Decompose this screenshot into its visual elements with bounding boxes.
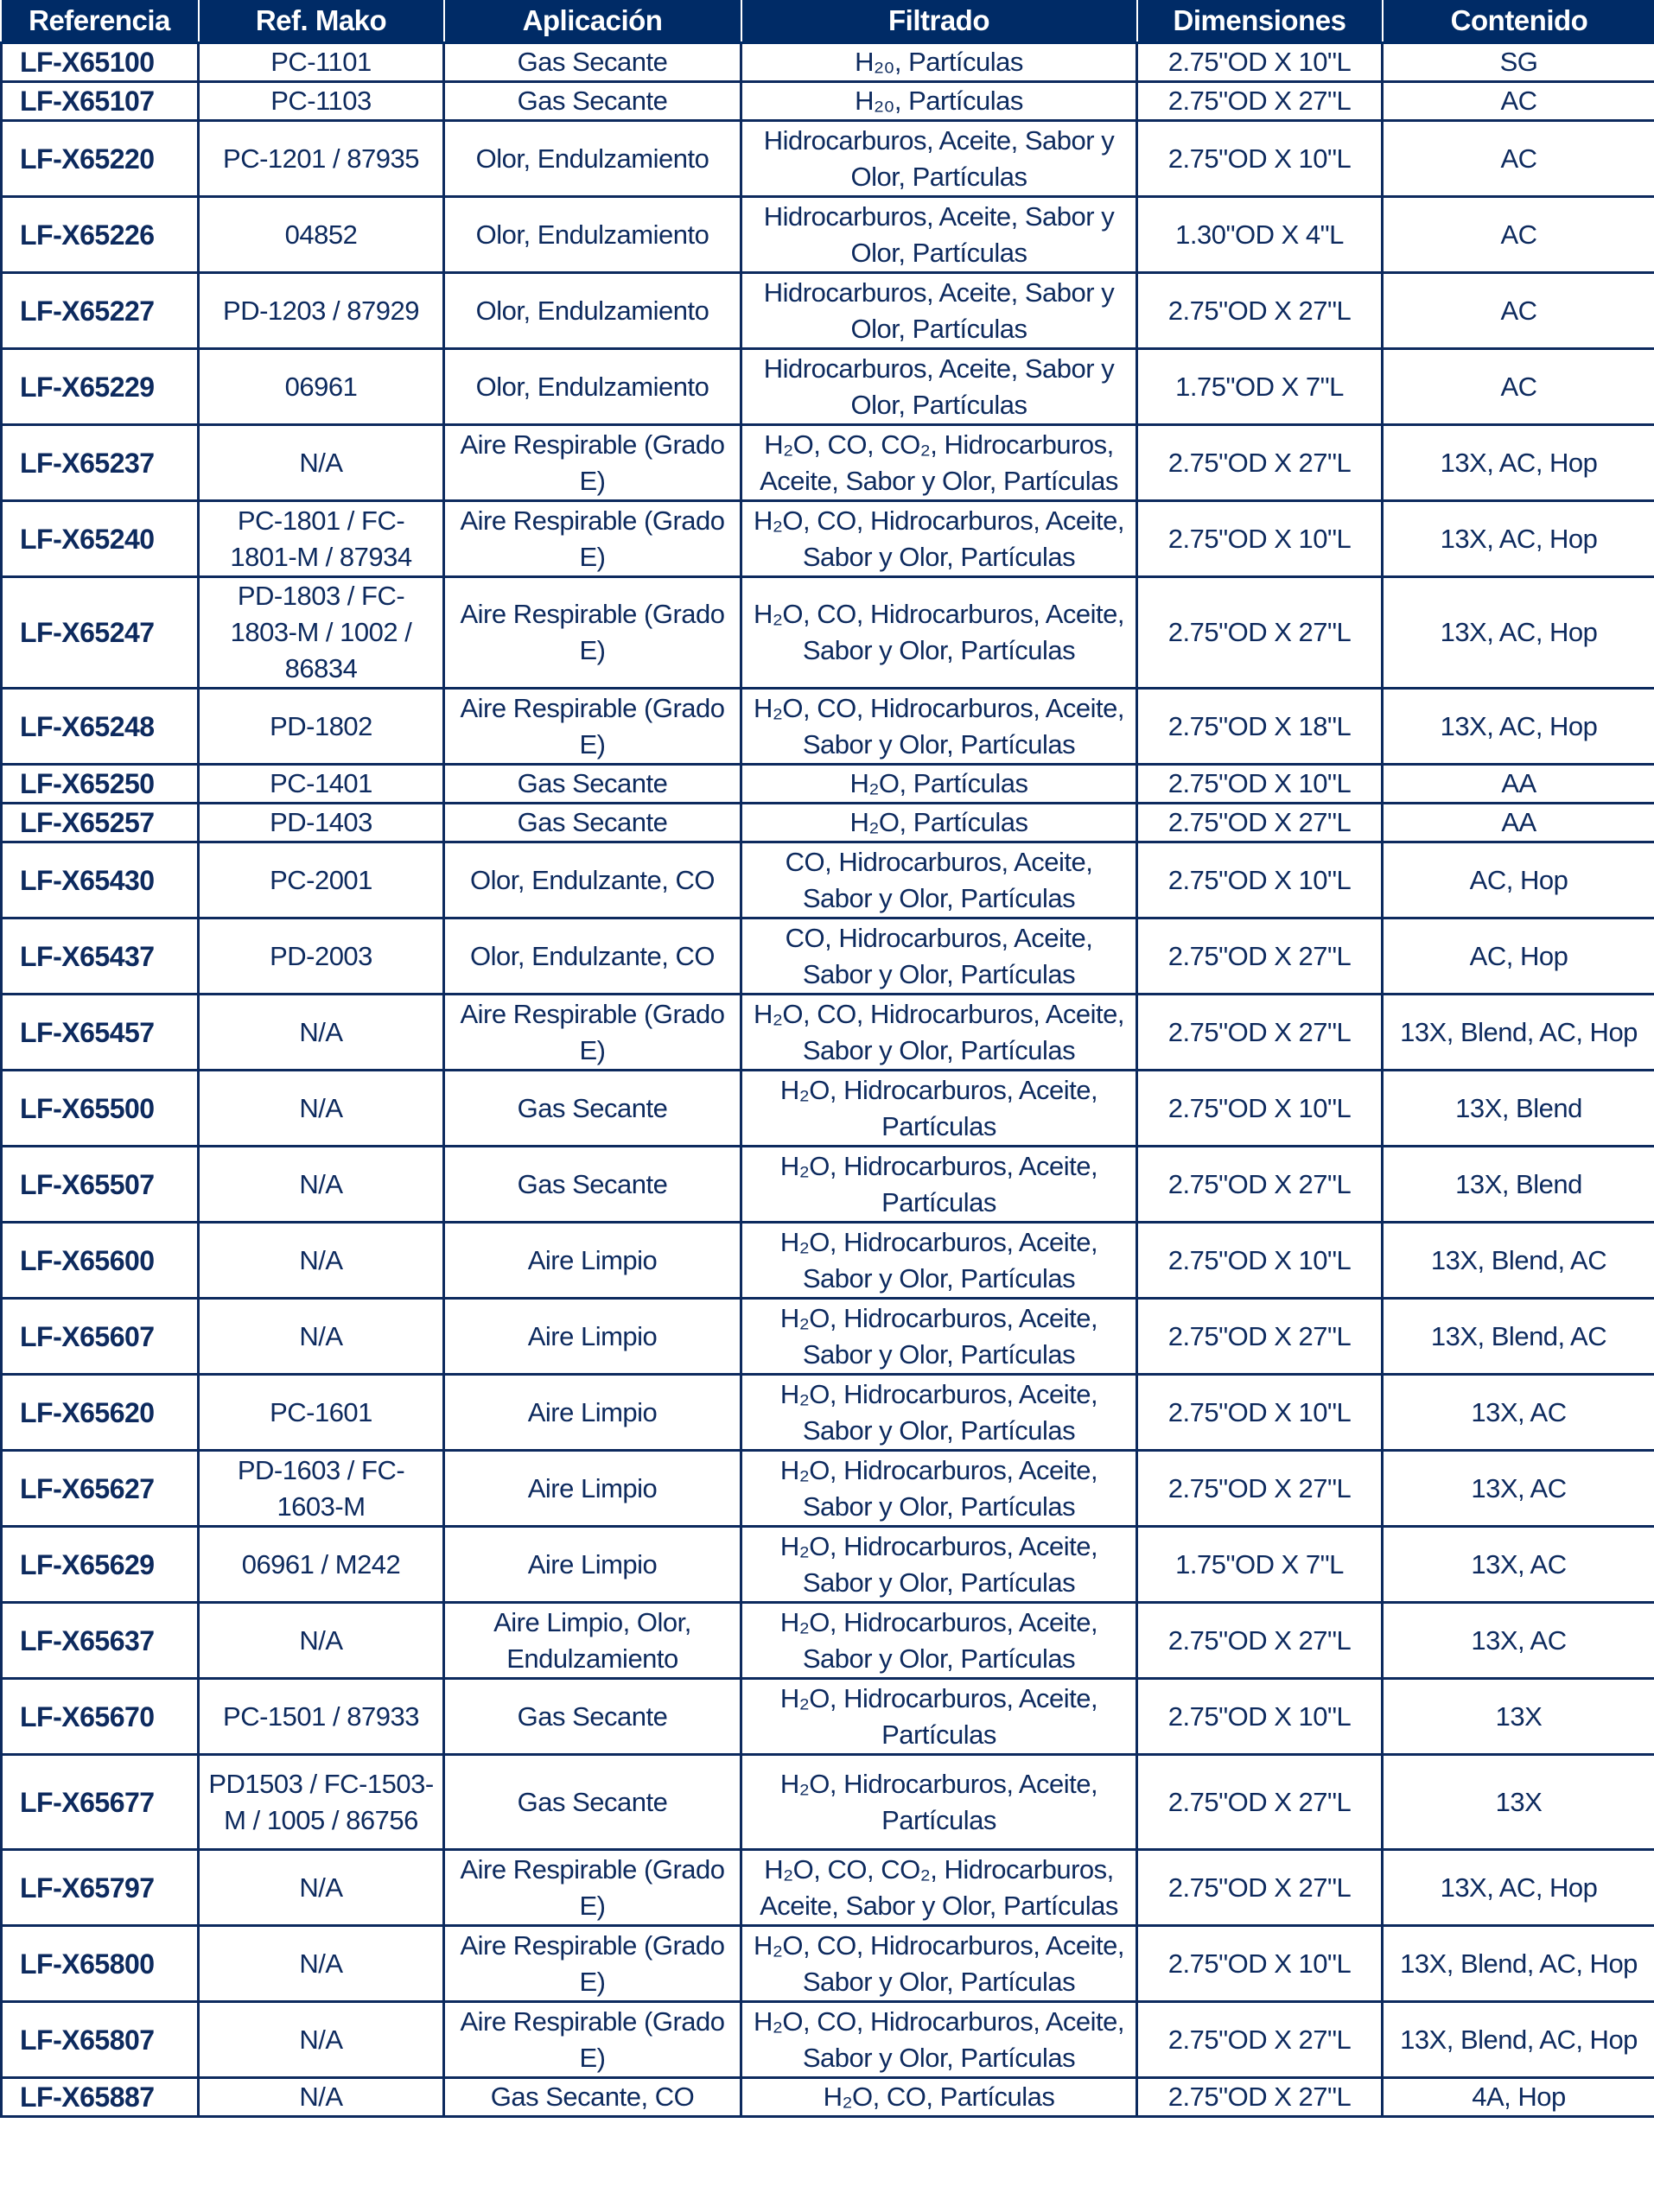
cell-aplicacion: Olor, Endulzamiento <box>444 273 741 349</box>
cell-referencia: LF-X65227 <box>2 273 199 349</box>
cell-ref-mako: N/A <box>199 1850 444 1926</box>
cell-contenido: AC <box>1383 349 1654 425</box>
cell-dimensiones: 2.75"OD X 27"L <box>1137 577 1383 689</box>
cell-dimensiones: 2.75"OD X 10"L <box>1137 43 1383 82</box>
cell-aplicacion: Gas Secante <box>444 804 741 842</box>
cell-filtrado: Hidrocarburos, Aceite, Sabor y Olor, Partículas <box>741 349 1137 425</box>
cell-contenido: 13X, Blend <box>1383 1071 1654 1147</box>
table-row <box>2 1755 1654 1850</box>
cell-referencia: LF-X65430 <box>2 842 199 918</box>
cell-contenido: 13X, Blend, AC <box>1383 1299 1654 1375</box>
cell-aplicacion: Gas Secante <box>444 82 741 121</box>
table-row <box>2 2078 1654 2117</box>
cell-dimensiones: 2.75"OD X 27"L <box>1137 1451 1383 1527</box>
cell-dimensiones: 2.75"OD X 10"L <box>1137 1223 1383 1299</box>
cell-dimensiones: 2.75"OD X 10"L <box>1137 1926 1383 2002</box>
cell-filtrado: H₂O, CO, CO₂, Hidrocarburos, Aceite, Sabor y Olor, Partículas <box>741 425 1137 501</box>
cell-aplicacion: Aire Limpio <box>444 1527 741 1603</box>
cell-referencia: LF-X65457 <box>2 995 199 1071</box>
cell-ref-mako: PD-1403 <box>199 804 444 842</box>
table-row <box>2 273 1654 349</box>
cell-aplicacion: Olor, Endulzante, CO <box>444 842 741 918</box>
cell-aplicacion: Gas Secante <box>444 43 741 82</box>
cell-aplicacion: Aire Respirable (Grado E) <box>444 2002 741 2078</box>
table-row <box>2 689 1654 765</box>
cell-ref-mako: PC-1201 / 87935 <box>199 121 444 197</box>
cell-dimensiones: 1.75"OD X 7"L <box>1137 1527 1383 1603</box>
cell-aplicacion: Aire Respirable (Grado E) <box>444 425 741 501</box>
cell-ref-mako: PD-1802 <box>199 689 444 765</box>
cell-contenido: 13X, AC, Hop <box>1383 577 1654 689</box>
cell-dimensiones: 2.75"OD X 10"L <box>1137 121 1383 197</box>
cell-referencia: LF-X65607 <box>2 1299 199 1375</box>
table-row <box>2 918 1654 995</box>
cell-dimensiones: 2.75"OD X 27"L <box>1137 425 1383 501</box>
cell-filtrado: Hidrocarburos, Aceite, Sabor y Olor, Partículas <box>741 121 1137 197</box>
cell-aplicacion: Aire Respirable (Grado E) <box>444 1850 741 1926</box>
cell-referencia: LF-X65620 <box>2 1375 199 1451</box>
cell-dimensiones: 2.75"OD X 27"L <box>1137 1603 1383 1679</box>
cell-ref-mako: PC-1103 <box>199 82 444 121</box>
cell-ref-mako: PC-2001 <box>199 842 444 918</box>
cell-filtrado: H₂O, CO, CO₂, Hidrocarburos, Aceite, Sabor y Olor, Partículas <box>741 1850 1137 1926</box>
cell-referencia: LF-X65257 <box>2 804 199 842</box>
table-row <box>2 1679 1654 1755</box>
table-row <box>2 43 1654 82</box>
cell-referencia: LF-X65240 <box>2 501 199 577</box>
cell-contenido: 13X, Blend, AC <box>1383 1223 1654 1299</box>
cell-contenido: 13X, AC <box>1383 1451 1654 1527</box>
cell-aplicacion: Aire Limpio <box>444 1375 741 1451</box>
cell-referencia: LF-X65220 <box>2 121 199 197</box>
cell-filtrado: H₂O, Hidrocarburos, Aceite, Partículas <box>741 1071 1137 1147</box>
table-row <box>2 501 1654 577</box>
cell-contenido: 13X, AC, Hop <box>1383 425 1654 501</box>
cell-contenido: 13X, AC, Hop <box>1383 501 1654 577</box>
cell-contenido: 4A, Hop <box>1383 2078 1654 2117</box>
cell-dimensiones: 2.75"OD X 27"L <box>1137 82 1383 121</box>
cell-ref-mako: N/A <box>199 1926 444 2002</box>
cell-filtrado: H₂O, Hidrocarburos, Aceite, Sabor y Olor, Partículas <box>741 1375 1137 1451</box>
cell-dimensiones: 2.75"OD X 27"L <box>1137 918 1383 995</box>
cell-referencia: LF-X65637 <box>2 1603 199 1679</box>
cell-dimensiones: 2.75"OD X 27"L <box>1137 1850 1383 1926</box>
cell-contenido: 13X <box>1383 1679 1654 1755</box>
cell-filtrado: H₂O, CO, Hidrocarburos, Aceite, Sabor y Olor, Partículas <box>741 2002 1137 2078</box>
cell-ref-mako: N/A <box>199 425 444 501</box>
table-row <box>2 121 1654 197</box>
cell-dimensiones: 2.75"OD X 27"L <box>1137 273 1383 349</box>
header-row <box>2 0 1654 43</box>
cell-contenido: 13X, AC, Hop <box>1383 1850 1654 1926</box>
table-row <box>2 197 1654 273</box>
cell-ref-mako: PD-1203 / 87929 <box>199 273 444 349</box>
cell-filtrado: H₂O, Hidrocarburos, Aceite, Partículas <box>741 1755 1137 1850</box>
cell-dimensiones: 2.75"OD X 27"L <box>1137 2002 1383 2078</box>
cell-aplicacion: Gas Secante <box>444 765 741 804</box>
cell-dimensiones: 2.75"OD X 10"L <box>1137 501 1383 577</box>
table-row <box>2 425 1654 501</box>
cell-aplicacion: Olor, Endulzamiento <box>444 197 741 273</box>
cell-referencia: LF-X65226 <box>2 197 199 273</box>
header-ref-mako: Ref. Mako <box>199 0 444 43</box>
cell-ref-mako: PC-1101 <box>199 43 444 82</box>
cell-dimensiones: 2.75"OD X 10"L <box>1137 1375 1383 1451</box>
cell-referencia: LF-X65500 <box>2 1071 199 1147</box>
table-row <box>2 2002 1654 2078</box>
cell-filtrado: CO, Hidrocarburos, Aceite, Sabor y Olor, Partículas <box>741 842 1137 918</box>
table-row <box>2 1926 1654 2002</box>
cell-contenido: AA <box>1383 765 1654 804</box>
cell-filtrado: H₂O, Partículas <box>741 765 1137 804</box>
cell-aplicacion: Aire Respirable (Grado E) <box>444 1926 741 2002</box>
cell-ref-mako: PC-1601 <box>199 1375 444 1451</box>
cell-dimensiones: 1.30"OD X 4"L <box>1137 197 1383 273</box>
cell-aplicacion: Aire Respirable (Grado E) <box>444 577 741 689</box>
cell-ref-mako: N/A <box>199 1071 444 1147</box>
cell-filtrado: H₂₀, Partículas <box>741 82 1137 121</box>
cell-filtrado: H₂O, CO, Hidrocarburos, Aceite, Sabor y Olor, Partículas <box>741 995 1137 1071</box>
cell-filtrado: H₂O, CO, Hidrocarburos, Aceite, Sabor y Olor, Partículas <box>741 1926 1137 2002</box>
table-row <box>2 1299 1654 1375</box>
cell-filtrado: Hidrocarburos, Aceite, Sabor y Olor, Partículas <box>741 273 1137 349</box>
table-row <box>2 804 1654 842</box>
cell-contenido: 13X, AC <box>1383 1375 1654 1451</box>
table-row <box>2 1223 1654 1299</box>
cell-referencia: LF-X65437 <box>2 918 199 995</box>
table-row <box>2 1071 1654 1147</box>
cell-referencia: LF-X65627 <box>2 1451 199 1527</box>
cell-referencia: LF-X65887 <box>2 2078 199 2117</box>
cell-referencia: LF-X65800 <box>2 1926 199 2002</box>
header-contenido: Contenido <box>1383 0 1654 43</box>
header-aplicacion: Aplicación <box>444 0 741 43</box>
table-row <box>2 1527 1654 1603</box>
cell-filtrado: H₂O, Hidrocarburos, Aceite, Sabor y Olor, Partículas <box>741 1451 1137 1527</box>
cell-contenido: 13X, Blend, AC, Hop <box>1383 1926 1654 2002</box>
cell-ref-mako: N/A <box>199 1603 444 1679</box>
cell-ref-mako: N/A <box>199 2078 444 2117</box>
cell-ref-mako: 06961 / M242 <box>199 1527 444 1603</box>
cell-dimensiones: 2.75"OD X 27"L <box>1137 804 1383 842</box>
cell-ref-mako: 04852 <box>199 197 444 273</box>
cell-contenido: 13X, AC, Hop <box>1383 689 1654 765</box>
cell-dimensiones: 2.75"OD X 18"L <box>1137 689 1383 765</box>
cell-contenido: 13X, AC <box>1383 1527 1654 1603</box>
cell-dimensiones: 2.75"OD X 27"L <box>1137 995 1383 1071</box>
cell-referencia: LF-X65107 <box>2 82 199 121</box>
cell-referencia: LF-X65600 <box>2 1223 199 1299</box>
cell-aplicacion: Gas Secante <box>444 1755 741 1850</box>
cell-ref-mako: PD-1603 / FC-1603-M <box>199 1451 444 1527</box>
cell-aplicacion: Aire Limpio <box>444 1223 741 1299</box>
cell-filtrado: H₂O, CO, Partículas <box>741 2078 1137 2117</box>
table-row <box>2 1850 1654 1926</box>
cell-aplicacion: Aire Respirable (Grado E) <box>444 501 741 577</box>
cell-filtrado: H₂O, Hidrocarburos, Aceite, Partículas <box>741 1147 1137 1223</box>
cell-aplicacion: Olor, Endulzante, CO <box>444 918 741 995</box>
cell-aplicacion: Gas Secante, CO <box>444 2078 741 2117</box>
cell-filtrado: CO, Hidrocarburos, Aceite, Sabor y Olor, Partículas <box>741 918 1137 995</box>
cell-contenido: 13X, Blend <box>1383 1147 1654 1223</box>
header-filtrado: Filtrado <box>741 0 1137 43</box>
cell-aplicacion: Olor, Endulzamiento <box>444 121 741 197</box>
cell-aplicacion: Aire Limpio <box>444 1299 741 1375</box>
cell-ref-mako: PC-1501 / 87933 <box>199 1679 444 1755</box>
cell-filtrado: H₂O, Hidrocarburos, Aceite, Sabor y Olor, Partículas <box>741 1527 1137 1603</box>
cell-referencia: LF-X65670 <box>2 1679 199 1755</box>
table-row <box>2 1451 1654 1527</box>
cell-ref-mako: N/A <box>199 2002 444 2078</box>
cell-ref-mako: PC-1801 / FC-1801-M / 87934 <box>199 501 444 577</box>
cell-dimensiones: 2.75"OD X 27"L <box>1137 2078 1383 2117</box>
table-row <box>2 349 1654 425</box>
cell-filtrado: Hidrocarburos, Aceite, Sabor y Olor, Partículas <box>741 197 1137 273</box>
cell-aplicacion: Aire Limpio <box>444 1451 741 1527</box>
cell-aplicacion: Aire Respirable (Grado E) <box>444 995 741 1071</box>
cell-aplicacion: Aire Respirable (Grado E) <box>444 689 741 765</box>
cell-filtrado: H₂O, Hidrocarburos, Aceite, Sabor y Olor, Partículas <box>741 1299 1137 1375</box>
cell-ref-mako: PD-1803 / FC-1803-M / 1002 / 86834 <box>199 577 444 689</box>
cell-aplicacion: Gas Secante <box>444 1679 741 1755</box>
cell-contenido: AC, Hop <box>1383 918 1654 995</box>
cell-dimensiones: 2.75"OD X 10"L <box>1137 1071 1383 1147</box>
table-row <box>2 577 1654 689</box>
cell-ref-mako: 06961 <box>199 349 444 425</box>
cell-filtrado: H₂O, Partículas <box>741 804 1137 842</box>
table-row <box>2 842 1654 918</box>
cell-referencia: LF-X65250 <box>2 765 199 804</box>
cell-ref-mako: N/A <box>199 1299 444 1375</box>
cell-referencia: LF-X65247 <box>2 577 199 689</box>
cell-dimensiones: 2.75"OD X 10"L <box>1137 765 1383 804</box>
table-row <box>2 1603 1654 1679</box>
table-row <box>2 82 1654 121</box>
cell-referencia: LF-X65229 <box>2 349 199 425</box>
cell-ref-mako: PD-2003 <box>199 918 444 995</box>
cell-dimensiones: 2.75"OD X 27"L <box>1137 1755 1383 1850</box>
cell-filtrado: H₂O, CO, Hidrocarburos, Aceite, Sabor y Olor, Partículas <box>741 501 1137 577</box>
cell-ref-mako: PD1503 / FC-1503-M / 1005 / 86756 <box>199 1755 444 1850</box>
cell-ref-mako: N/A <box>199 1223 444 1299</box>
header-dimensiones: Dimensiones <box>1137 0 1383 43</box>
cell-contenido: AC <box>1383 121 1654 197</box>
cell-dimensiones: 1.75"OD X 7"L <box>1137 349 1383 425</box>
cell-dimensiones: 2.75"OD X 27"L <box>1137 1299 1383 1375</box>
cell-filtrado: H₂O, CO, Hidrocarburos, Aceite, Sabor y Olor, Partículas <box>741 577 1137 689</box>
cell-contenido: AC <box>1383 273 1654 349</box>
cell-filtrado: H₂O, Hidrocarburos, Aceite, Sabor y Olor, Partículas <box>741 1603 1137 1679</box>
cell-aplicacion: Gas Secante <box>444 1147 741 1223</box>
cell-filtrado: H₂O, Hidrocarburos, Aceite, Partículas <box>741 1679 1137 1755</box>
cell-contenido: SG <box>1383 43 1654 82</box>
cell-contenido: AC <box>1383 197 1654 273</box>
table-row <box>2 765 1654 804</box>
cell-filtrado: H₂O, Hidrocarburos, Aceite, Sabor y Olor, Partículas <box>741 1223 1137 1299</box>
cell-aplicacion: Olor, Endulzamiento <box>444 349 741 425</box>
table-row <box>2 995 1654 1071</box>
cell-referencia: LF-X65248 <box>2 689 199 765</box>
cell-filtrado: H₂O, CO, Hidrocarburos, Aceite, Sabor y Olor, Partículas <box>741 689 1137 765</box>
table-body <box>2 43 1654 2117</box>
cell-contenido: AC <box>1383 82 1654 121</box>
cell-contenido: 13X, Blend, AC, Hop <box>1383 2002 1654 2078</box>
cell-referencia: LF-X65237 <box>2 425 199 501</box>
cell-ref-mako: PC-1401 <box>199 765 444 804</box>
cell-dimensiones: 2.75"OD X 10"L <box>1137 842 1383 918</box>
cell-dimensiones: 2.75"OD X 27"L <box>1137 1147 1383 1223</box>
cell-referencia: LF-X65629 <box>2 1527 199 1603</box>
cell-ref-mako: N/A <box>199 995 444 1071</box>
table-row <box>2 1375 1654 1451</box>
cell-dimensiones: 2.75"OD X 10"L <box>1137 1679 1383 1755</box>
cell-referencia: LF-X65100 <box>2 43 199 82</box>
table-header <box>2 0 1654 43</box>
cell-contenido: 13X, AC <box>1383 1603 1654 1679</box>
table-row <box>2 1147 1654 1223</box>
cell-contenido: 13X <box>1383 1755 1654 1850</box>
cell-referencia: LF-X65797 <box>2 1850 199 1926</box>
cell-ref-mako: N/A <box>199 1147 444 1223</box>
cell-filtrado: H₂₀, Partículas <box>741 43 1137 82</box>
cell-aplicacion: Gas Secante <box>444 1071 741 1147</box>
cell-referencia: LF-X65677 <box>2 1755 199 1850</box>
header-referencia: Referencia <box>2 0 199 43</box>
cell-referencia: LF-X65807 <box>2 2002 199 2078</box>
cell-contenido: AC, Hop <box>1383 842 1654 918</box>
cell-aplicacion: Aire Limpio, Olor, Endulzamiento <box>444 1603 741 1679</box>
cell-contenido: 13X, Blend, AC, Hop <box>1383 995 1654 1071</box>
cell-referencia: LF-X65507 <box>2 1147 199 1223</box>
cell-contenido: AA <box>1383 804 1654 842</box>
